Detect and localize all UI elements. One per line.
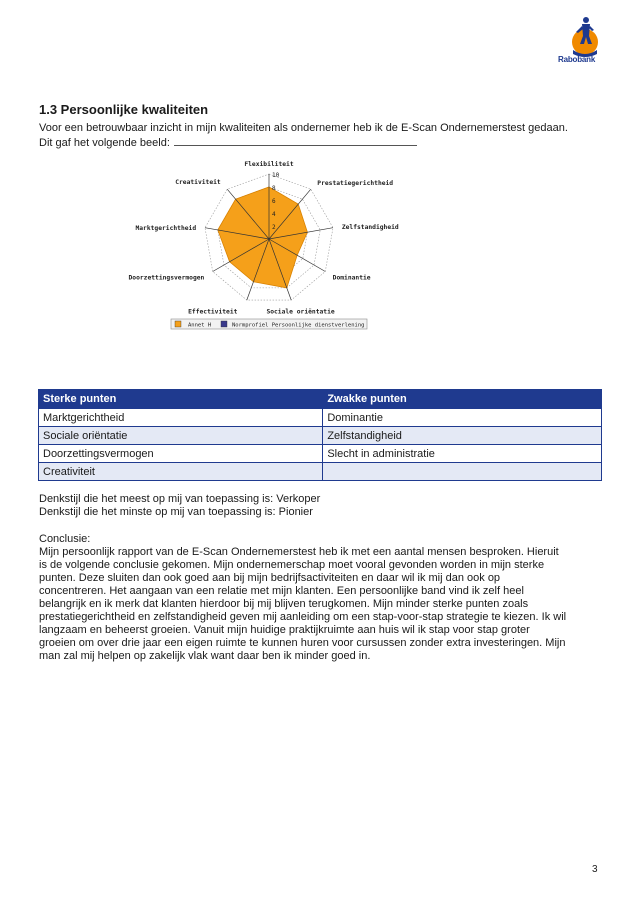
- strengths-weaknesses-table: [38, 389, 602, 481]
- denkstijl-most: Denkstijl die het meest op mij van toepassing is: Verkoper: [39, 493, 321, 505]
- legend-swatch-normprofiel: [221, 321, 227, 327]
- table-header-row: [39, 390, 602, 409]
- strength-cell: Doorzettingsvermogen: [39, 445, 323, 463]
- denkstijl: [39, 493, 599, 519]
- conclusion-line: groeien om over drie jaar een eigen ruimte te kunnen huren voor cursussen zonder extra investeringen. Mijn: [39, 637, 566, 649]
- intro-rule: [174, 145, 417, 146]
- strength-cell: Creativiteit: [39, 463, 323, 481]
- axis-label: Zelfstandigheid: [341, 224, 399, 232]
- header-strengths: Sterke punten: [39, 390, 323, 409]
- conclusion-line: langzaam en beheerst groeien. Vanuit mijn huidige praktijkruimte aan huis wil ik stap voor stap groter: [39, 624, 530, 636]
- intro-line-2: Dit gaf het volgende beeld:: [39, 137, 170, 149]
- weakness-cell: Slecht in administratie: [323, 445, 602, 463]
- strength-cell: Marktgerichtheid: [39, 409, 323, 427]
- conclusion-line: prestatiegerichtheid en zelfstandigheid geven mij aanleiding om een stap-voor-stap strategie te kiezen. Ik wil: [39, 611, 567, 623]
- table-row: [39, 445, 602, 463]
- strength-cell: Sociale oriëntatie: [39, 427, 323, 445]
- conclusion-label: Conclusie:: [39, 533, 91, 545]
- conclusion: [39, 533, 599, 663]
- conclusion-line: belangrijk en ik merk dat klanten hierdoor bij mij blijven terugkomen. Mijn minder sterke punten zoals: [39, 598, 529, 610]
- tick-label: 2: [272, 224, 276, 231]
- tick-label: 8: [272, 185, 276, 192]
- legend-label-annet-h: Annet H: [188, 322, 212, 329]
- axis-label: Flexibiliteit: [244, 161, 294, 169]
- table-row: [39, 409, 602, 427]
- page-number: 3: [592, 864, 598, 875]
- conclusion-line: Mijn persoonlijk rapport van de E-Scan Ondernemerstest heb ik met een aantal mensen besproken. Hieruit: [39, 546, 559, 558]
- axis-label: Dominantie: [332, 274, 371, 282]
- legend-label-normprofiel: Normprofiel Persoonlijke dienstverlening: [232, 322, 365, 329]
- conclusion-line: is de volgende conclusie gekomen. Mijn ondernemerschap moet vooral gevonden worden in mijn sterke: [39, 559, 545, 571]
- weakness-cell: [323, 463, 602, 481]
- denkstijl-least: Denkstijl die het minste op mij van toepassing is: Pionier: [39, 506, 313, 518]
- table-row: [39, 427, 602, 445]
- radar-chart-svg: [119, 160, 419, 332]
- legend-swatch-annet-h: [175, 321, 181, 327]
- rabobank-logo-text: Rabobank: [558, 55, 596, 64]
- axis-label: Prestatiegerichtheid: [317, 180, 394, 188]
- axis-label: Sociale oriëntatie: [266, 308, 335, 316]
- axis-label: Marktgerichtheid: [135, 225, 197, 233]
- tick-label: 10: [272, 172, 280, 179]
- axis-label: Effectiviteit: [188, 308, 238, 316]
- intro-line-1: Voor een betrouwbaar inzicht in mijn kwaliteiten als ondernemer heb ik de E-Scan Ondernemerstest gedaan.: [39, 122, 568, 134]
- conclusion-line: punten. Deze sluiten dan ook goed aan bij mijn bedrijfsactiviteiten en daar wil ik mij dan ook op: [39, 572, 501, 584]
- tick-label: 6: [272, 198, 276, 205]
- weakness-cell: Zelfstandigheid: [323, 427, 602, 445]
- tick-label: 4: [272, 211, 276, 218]
- conclusion-line: concentreren. Het aangaan van een relatie met mijn klanten. Een persoonlijke band vind ik zelf heel: [39, 585, 524, 597]
- table-row: [39, 463, 602, 481]
- section-heading: 1.3 Persoonlijke kwaliteiten: [39, 102, 209, 117]
- weakness-cell: Dominantie: [323, 409, 602, 427]
- radar-chart: [119, 160, 419, 332]
- intro-text: [39, 121, 599, 151]
- axis-label: Doorzettingsvermogen: [128, 274, 205, 282]
- header-weaknesses: Zwakke punten: [323, 390, 602, 409]
- conclusion-line: man zal mij helpen op zakelijk vlak want daar ben ik minder goed in.: [39, 650, 371, 662]
- axis-label: Creativiteit: [175, 179, 221, 187]
